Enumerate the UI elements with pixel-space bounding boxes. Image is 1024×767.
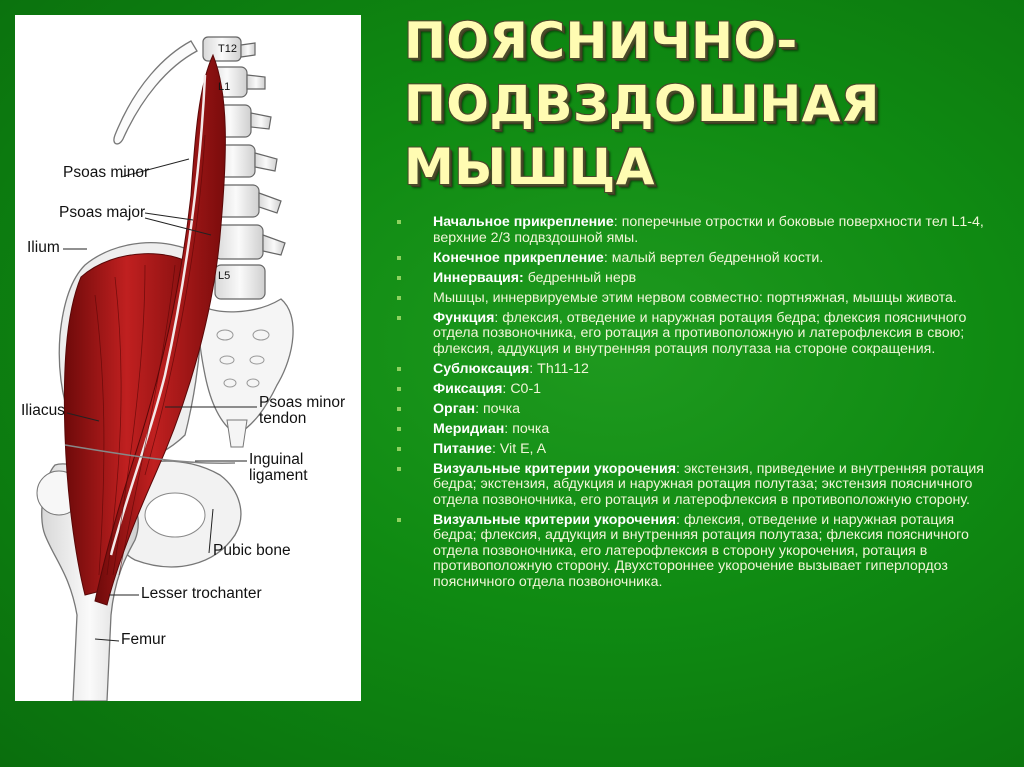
fact-sep: : bbox=[603, 249, 612, 266]
vertebra-label-l1: L1 bbox=[218, 81, 231, 93]
fact-key: Питание bbox=[433, 440, 492, 457]
title-line-2: ПОДВЗДОШНАЯ bbox=[404, 75, 880, 133]
fact-sep: : bbox=[529, 360, 538, 377]
fact-text: почка bbox=[482, 400, 521, 417]
fact-sep: : bbox=[475, 400, 483, 417]
fact-key: Орган bbox=[433, 400, 476, 417]
fact-item bbox=[394, 462, 994, 509]
fact-text: почка bbox=[512, 420, 550, 437]
bullet-icon bbox=[397, 367, 401, 371]
bullet-icon bbox=[397, 518, 401, 522]
fact-sep: : bbox=[502, 380, 511, 397]
fact-key: Сублюксация bbox=[433, 360, 530, 377]
fact-sep: : bbox=[491, 440, 500, 457]
fact-key: Визуальные критерии укорочения bbox=[433, 511, 677, 528]
fact-item bbox=[394, 251, 994, 267]
label-ilium: Ilium bbox=[27, 239, 60, 256]
fact-text: бедренный нерв bbox=[527, 269, 637, 286]
fact-item bbox=[394, 311, 994, 358]
fact-item bbox=[394, 291, 994, 307]
fact-item bbox=[394, 402, 994, 418]
bullet-icon bbox=[397, 220, 401, 224]
fact-sep: : bbox=[613, 214, 622, 230]
label-psoas-major: Psoas major bbox=[59, 204, 146, 221]
vertebra-label-t12: T12 bbox=[218, 43, 237, 55]
fact-text: C0-1 bbox=[510, 380, 542, 397]
label-femur: Femur bbox=[121, 631, 166, 648]
fact-text: малый вертел бедренной кости. bbox=[611, 249, 824, 266]
fact-text: Мышцы, иннервируемые этим нервом совместно: портняжная, мышцы живота. bbox=[433, 289, 957, 306]
label-psoas-minor-tendon: Psoas minor tendon bbox=[259, 394, 346, 428]
fact-text: флексия, отведение и наружная ротация бедра; флексия, аддукция и внутренняя ротация полутаза; флексия поясничного отдела позвоночника, его латерофлексия в сторону укорочения, ротация в противоположную сторону. Двухстороннее укорочение вызывает гиперлордоз поясничного отдела позвоночника. bbox=[433, 511, 969, 590]
label-lesser-trochanter: Lesser trochanter bbox=[141, 585, 262, 602]
bullet-icon bbox=[397, 427, 401, 431]
bullet-icon bbox=[397, 467, 401, 471]
bullet-icon bbox=[397, 256, 401, 260]
fact-text: экстензия, приведение и внутренняя ротация бедра; экстензия, абдукция и наружная ротация полутаза; экстензия поясничного отдела позвоночника, его ротация и латерофлексия в противоположную сторону. bbox=[433, 460, 984, 508]
obturator-foramen bbox=[145, 493, 205, 537]
coccyx-shape bbox=[227, 420, 247, 447]
fact-item bbox=[394, 442, 994, 458]
fact-text: поперечные отростки и боковые поверхности тел L1-4, верхние 2/3 подвздошной ямы. bbox=[433, 214, 984, 246]
fact-sep: : bbox=[494, 309, 503, 326]
bullet-icon bbox=[397, 447, 401, 451]
fact-key: Функция bbox=[433, 309, 495, 326]
label-iliacus: Iliacus bbox=[21, 402, 65, 419]
fact-item bbox=[394, 382, 994, 398]
fact-text: Vit E, A bbox=[499, 440, 547, 457]
fact-item bbox=[394, 422, 994, 438]
slide-title bbox=[404, 10, 1004, 199]
title-line-3: МЫШЦА bbox=[404, 138, 655, 196]
fact-text: Th11-12 bbox=[537, 360, 589, 377]
bullet-icon bbox=[397, 387, 401, 391]
rib-shape bbox=[114, 41, 197, 144]
label-inguinal-ligament: Inguinal ligament bbox=[249, 451, 308, 485]
bullet-icon bbox=[397, 296, 401, 300]
fact-item bbox=[394, 271, 994, 287]
fact-item bbox=[394, 215, 994, 246]
vertebra-label-l5: L5 bbox=[218, 270, 231, 282]
fact-text: флексия, отведение и наружная ротация бедра; флексия поясничного отдела позвоночника, его ротация а противоположную и латерофлексия в свою; флексия, аддукция и внутренняя ротация полутаза на стороне сокращения. bbox=[433, 309, 967, 357]
title-line-1: ПОЯСНИЧНО- bbox=[404, 12, 798, 70]
muscle-facts-list bbox=[394, 215, 994, 595]
anatomy-illustration bbox=[15, 15, 361, 701]
fact-item bbox=[394, 362, 994, 378]
fact-item bbox=[394, 513, 994, 591]
fact-sep: : bbox=[676, 511, 684, 528]
fact-key: Конечное прикрепление bbox=[433, 249, 604, 266]
bullet-icon bbox=[397, 276, 401, 280]
label-psoas-minor: Psoas minor bbox=[63, 164, 150, 181]
label-pubic-bone: Pubic bone bbox=[213, 542, 291, 559]
fact-sep: : bbox=[676, 460, 684, 477]
bullet-icon bbox=[397, 316, 401, 320]
fact-sep: : bbox=[504, 420, 513, 437]
fact-key: Меридиан bbox=[433, 420, 505, 437]
fact-key: Визуальные критерии укорочения bbox=[433, 460, 677, 477]
fact-key: Фиксация bbox=[433, 380, 503, 397]
fact-key: Начальное прикрепление bbox=[433, 214, 614, 230]
bullet-icon bbox=[397, 407, 401, 411]
fact-key: Иннервация: bbox=[433, 269, 524, 286]
